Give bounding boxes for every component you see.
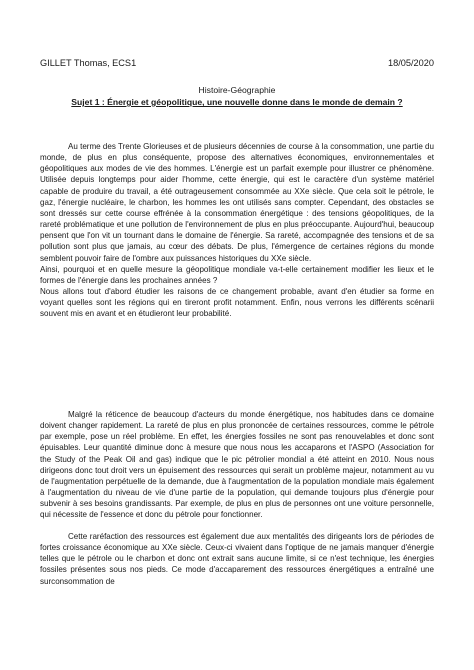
development-block-continued bbox=[40, 531, 434, 587]
paragraph: Cette raréfaction des ressources est également due aux mentalités des dirigeants lors de périodes de fortes croissance économique au XXe siècle. Ceux-ci vivaient dans l'optique de ne jamais manquer d'énergie telles que le pétrole ou le charbon et donc ont extrait sans aucune limite, si ce n'est technique, les énergies fossiles présentes sous nos pieds. Ce mode d'accaparement des ressources énergétiques a entraîné une surconsommation de bbox=[40, 532, 434, 586]
paragraph: Ainsi, pourquoi et en quelle mesure la géopolitique mondiale va-t-elle certainement modifier les lieux et le formes de l'énergie dans les prochaines années ? bbox=[40, 264, 434, 285]
paragraph: Nous allons tout d'abord étudier les raisons de ce changement probable, avant d'en étudier sa forme en voyant quelles sont les régions qui en tireront profit notamment. Enfin, nous verrons les différents scénarii souvent mis en avant et en étudieront leur probabilité. bbox=[40, 287, 434, 319]
discipline-title: Histoire-Géographie bbox=[198, 85, 276, 95]
author-name: GILLET Thomas, ECS1 bbox=[40, 58, 137, 68]
subject-title: Sujet 1 : Énergie et géopolitique, une nouvelle donne dans le monde de demain ? bbox=[71, 97, 403, 107]
header bbox=[40, 56, 434, 70]
paragraph: Malgré la réticence de beaucoup d'acteurs du monde énergétique, nos habitudes dans ce domaine doivent changer rapidement. La rareté de plus en plus prononcée de certaines ressources, comme le pétrole par exemple, pose un réel problème. En effet, les énergies fossiles ne sont pas renouvelables et donc sont épuisables. Leur quantité diminue donc à mesure que nous nous les accaparons et l'ASPO (Association for the Study of the Peak Oil and gas) indique que le pic pétrolier mondial a été atteint en 2010. Nous nous dirigeons donc tout droit vers un épuisement des ressources qui serait un problème majeur, notamment au vu de l'augmentation perpétuelle de la demande, due à l'augmentation de la population mondiale mais également à l'augmentation du niveau de vie d'une partie de la population, qui demande toujours plus d'énergie pour subvenir à ses besoins grandissants. Par exemple, de plus en plus de personnes ont une voiture personnelle, qui nécessite de l'essence et donc du pétrole pour fonctionner. bbox=[40, 410, 434, 520]
document-date: 18/05/2020 bbox=[388, 58, 434, 68]
development-block bbox=[40, 409, 434, 521]
subject-heading bbox=[40, 84, 434, 108]
introduction-block bbox=[40, 141, 434, 320]
paragraph: Au terme des Trente Glorieuses et de plusieurs décennies de course à la consommation, une partie du monde, de plus en plus conséquente, propose des alternatives économiques, environnementales et géopolitiques aux modes de vie des hommes. L'énergie est un parfait exemple pour illustrer ce phénomène. Utilisée depuis longtemps pour aider l'homme, cette énergie, qui est le caractère d'un système matériel capable de produire du travail, a été outrageusement consommée au XXe siècle. Que cela soit le pétrole, le gaz, l'énergie nucléaire, le charbon, les hommes les ont utilisés sans compter. Cependant, des obstacles se sont dressés sur cette course effrénée à la consommation énergétique : des tensions géopolitiques, de la rareté problématique et une pollution de l'environnement de plus en plus préoccupante. Aujourd'hui, beaucoup pensent que l'on vit un tournant dans le domaine de l'énergie. Sa rareté, accompagnée des tensions et de sa pollution sont plus que jamais, au cœur des débats. De plus, l'émergence de certaines régions du monde semblent pouvoir faire de l'ombre aux puissances historiques du XXe siècle. bbox=[40, 142, 434, 263]
